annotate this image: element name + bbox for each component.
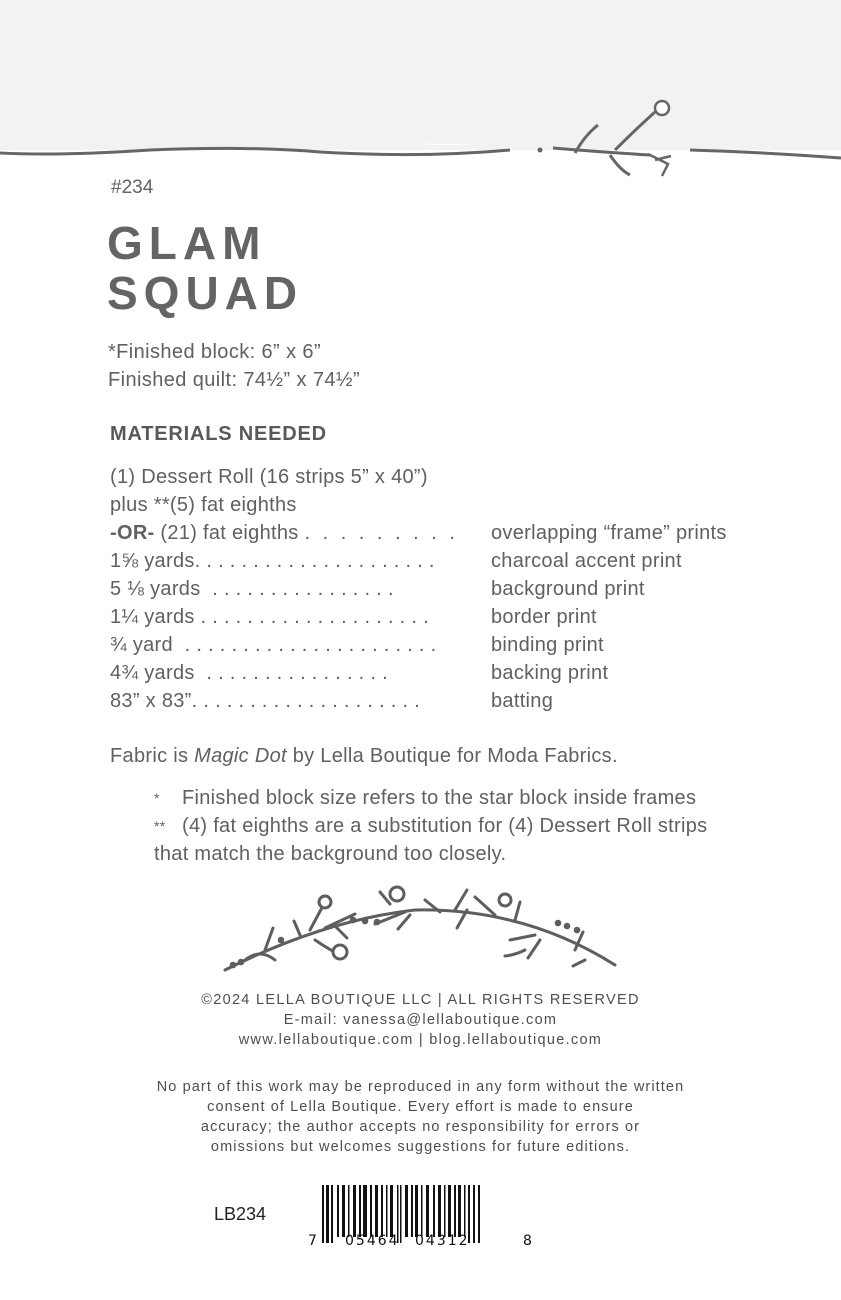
fabric-suffix: by Lella Boutique for Moda Fabrics. [286, 745, 618, 767]
finished-sizes [108, 338, 360, 394]
material-use: batting [491, 690, 554, 712]
fabric-collection-name: Magic Dot [194, 745, 287, 767]
material-use: border print [491, 606, 597, 628]
materials-heading: MATERIALS NEEDED [110, 423, 327, 445]
material-amount [110, 575, 394, 603]
material-row [110, 575, 810, 603]
material-amount [110, 603, 429, 631]
leader-dots: . . . . . . . . . [304, 522, 459, 544]
material-use: background print [491, 578, 645, 600]
footnote-2 [154, 812, 707, 840]
barcode-digit-first: 7 [308, 1233, 317, 1249]
disclaimer [0, 1077, 841, 1157]
disclaimer-line: accuracy; the author accepts no responsibility for errors or [200, 1119, 641, 1135]
amount-text: 83” x 83” [110, 690, 192, 712]
material-row [110, 547, 810, 575]
amount-text: 1⅝ yards [110, 550, 195, 572]
barcode-left-group: 05464 [345, 1233, 400, 1249]
material-amount [110, 631, 437, 659]
amount-text: 5 ⅛ yards [110, 578, 201, 600]
amount-text: 1¼ yards [110, 606, 195, 628]
barcode-right-group: 04312 [415, 1233, 470, 1249]
material-row [110, 631, 810, 659]
intro-text: (1) Dessert Roll (16 strips 5” x 40”) [110, 466, 428, 488]
leader-dots: . . . . . . . . . . . . . . . . [212, 578, 394, 600]
title-line-2: SQUAD [107, 267, 304, 319]
pattern-title [107, 218, 303, 318]
footnote-2-continued: that match the background too closely. [154, 843, 507, 865]
leader-dots: . . . . . . . . . . . . . . . . . . . . [200, 606, 429, 628]
email-link[interactable]: E-mail: vanessa@lellaboutique.com [283, 1012, 558, 1028]
material-row [110, 603, 810, 631]
materials-list [110, 463, 810, 715]
barcode-check-digit: 8 [523, 1233, 532, 1249]
amount-text: 4¾ yards [110, 662, 195, 684]
disclaimer-line: No part of this work may be reproduced in any form without the written [156, 1079, 685, 1095]
footnote-text: Finished block size refers to the star block inside frames [182, 787, 697, 809]
title-line-1: GLAM [107, 217, 267, 269]
pattern-number: #234 [111, 177, 154, 198]
material-amount [110, 687, 420, 715]
footnote-text: (4) fat eighths are a substitution for (4) Dessert Roll strips [182, 815, 708, 837]
intro-text: plus **(5) fat eighths [110, 494, 297, 516]
finished-block-size: *Finished block: 6” x 6” [108, 341, 322, 363]
copyright-block [0, 990, 841, 1050]
materials-intro-line-1 [110, 463, 810, 491]
finished-quilt-size: Finished quilt: 74½” x 74½” [108, 369, 361, 391]
product-sku: LB234 [214, 1204, 267, 1224]
leader-dots: . . . . . . . . . . . . . . . . . . . . . [194, 550, 435, 572]
disclaimer-line: consent of Lella Boutique. Every effort is made to ensure [207, 1099, 634, 1115]
material-amount [110, 519, 458, 547]
floral-garland-icon [205, 880, 625, 985]
footnotes [154, 784, 707, 868]
material-row [110, 687, 810, 715]
material-use: backing print [491, 662, 609, 684]
material-row [110, 519, 810, 547]
website-links[interactable]: www.lellaboutique.com | blog.lellaboutique.com [238, 1032, 603, 1048]
copyright-text: ©2024 LELLA BOUTIQUE LLC | ALL RIGHTS RESERVED [201, 992, 640, 1008]
barcode-digits [305, 1233, 545, 1253]
fabric-prefix: Fabric is [110, 745, 195, 767]
disclaimer-line: omissions but welcomes suggestions for future editions. [210, 1139, 631, 1155]
material-row [110, 659, 810, 687]
material-amount [110, 659, 388, 687]
amount-text: (21) fat eighths [154, 522, 299, 544]
materials-intro-line-2 [110, 491, 810, 519]
material-use: overlapping “frame” prints [491, 522, 727, 544]
material-amount [110, 547, 435, 575]
or-label: -OR- [110, 522, 155, 544]
leader-dots: . . . . . . . . . . . . . . . . . . . . . . [184, 634, 437, 656]
fabric-line-note [110, 745, 618, 768]
amount-text: ¾ yard [110, 634, 173, 656]
leader-dots: . . . . . . . . . . . . . . . . . . . . [191, 690, 421, 712]
footnote-1 [154, 784, 707, 812]
footnote-marker: * [154, 790, 160, 806]
leader-dots: . . . . . . . . . . . . . . . . [206, 662, 388, 684]
material-use: binding print [491, 634, 604, 656]
floral-branch-divider-top [0, 90, 841, 185]
material-use: charcoal accent print [491, 550, 682, 572]
footnote-marker: ** [154, 818, 166, 834]
